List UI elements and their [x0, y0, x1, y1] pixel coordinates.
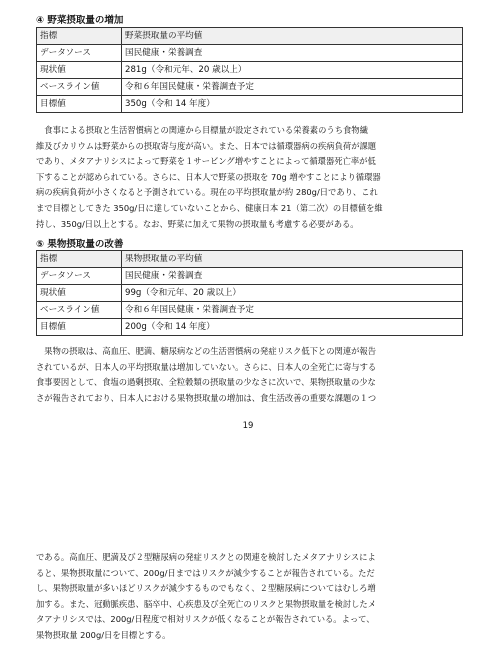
vegetable-paragraph	[36, 123, 463, 232]
text-line: 食事要因として、食塩の過剰摂取、全粒穀類の摂取量の少なさに次いで、果物摂取量の少な	[36, 377, 376, 388]
fruit-paragraph-continued	[36, 550, 463, 644]
table-value: 国民健康・栄養調査	[122, 45, 463, 62]
table-value: 99g（令和元年、20 歳以上）	[122, 285, 463, 302]
vegetable-indicator-table	[36, 27, 463, 113]
table-row	[37, 268, 463, 285]
table-row	[37, 285, 463, 302]
table-value: 281g（令和元年、20 歳以上）	[122, 62, 463, 79]
text-line: 下することが認められている。さらに、日本人で野菜の摂取を 70g 増やすことにより循環器	[36, 171, 381, 182]
table-key: 目標値	[37, 96, 122, 113]
table-key: データソース	[37, 268, 122, 285]
table-key: 目標値	[37, 319, 122, 336]
table-key: 現状値	[37, 62, 122, 79]
section-title-vegetable: ④ 野菜摂取量の増加	[36, 15, 124, 26]
table-value: 令和６年国民健康・栄養調査予定	[122, 302, 463, 319]
table-row	[37, 45, 463, 62]
table-value: 200g（令和 14 年度）	[122, 319, 463, 336]
text-line: し、果物摂取量が多いほどリスクが減少するものでもなく、２型糖尿病についてはむしろ増	[36, 583, 376, 594]
text-line: 維及びカリウムは野菜からの摂取寄与度が高い。また、日本では循環器病の疾病負荷が課題	[36, 140, 377, 151]
page-number: 19	[242, 421, 254, 431]
text-line: 果物摂取量 200g/日を目標とする。	[36, 629, 171, 640]
table-value: 350g（令和 14 年度）	[122, 96, 463, 113]
table-key: 指標	[37, 251, 122, 268]
table-key: ベースライン値	[37, 79, 122, 96]
table-row	[37, 319, 463, 336]
fruit-indicator-table	[36, 250, 463, 336]
section-title-fruit: ⑤ 果物摂取量の改善	[36, 239, 124, 250]
text-line: 持し、350g/日以上とする。なお、野菜に加えて果物の摂取量も考慮する必要がある。	[36, 218, 359, 229]
table-row	[37, 79, 463, 96]
text-line: されているが、日本人の平均摂取量は増加していない。さらに、日本人の全死亡に寄与する	[36, 361, 377, 372]
page-gap	[0, 478, 496, 548]
table-row	[37, 251, 463, 268]
text-line: 病の疾病負荷が小さくなると予測されている。現在の平均摂取量が約 280g/日であり、これ	[36, 187, 378, 198]
text-line: さが報告されており、日本人における果物摂取量の増加は、食生活改善の重要な課題の１つ	[36, 392, 377, 403]
table-row	[37, 28, 463, 45]
table-value: 国民健康・栄養調査	[122, 268, 463, 285]
text-line: タアナリシスでは、200g/日程度で相対リスクが低くなることが報告されている。よって、	[36, 614, 375, 625]
table-key: ベースライン値	[37, 302, 122, 319]
table-value: 令和６年国民健康・栄養調査予定	[122, 79, 463, 96]
table-key: 指標	[37, 28, 122, 45]
text-line: 食事による摂取と生活習慣病との関連から目標量が設定されている栄養素のうち食物繊	[36, 125, 368, 135]
text-line: であり、メタアナリシスによって野菜を１サービング増やすことによって循環器死亡率が低	[36, 156, 376, 167]
table-value: 野菜摂取量の平均値	[122, 28, 463, 45]
table-value: 果物摂取量の平均値	[122, 251, 463, 268]
text-line: 加する。また、冠動脈疾患、脳卒中、心疾患及び全死亡のリスクと果物摂取量を検討したメ	[36, 598, 377, 609]
table-row	[37, 96, 463, 113]
text-line: 果物の摂取は、高血圧、肥満、糖尿病などの生活習慣病の発症リスク低下との関連が報告	[36, 346, 377, 356]
text-line: である。高血圧、肥満及び２型糖尿病の発症リスクとの関連を検討したメタアナリシスによ	[36, 552, 376, 562]
fruit-paragraph	[36, 344, 463, 406]
text-line: まで目標としてきた 350g/日に達していないことから、健康日本 21（第二次）の目標値を維	[36, 202, 383, 213]
table-key: データソース	[37, 45, 122, 62]
page-20	[0, 548, 496, 650]
table-key: 現状値	[37, 285, 122, 302]
text-line: ると、果物摂取量について、200g/日まではリスクが減少することが報告されている。ただ	[36, 567, 375, 578]
table-row	[37, 62, 463, 79]
table-row	[37, 302, 463, 319]
